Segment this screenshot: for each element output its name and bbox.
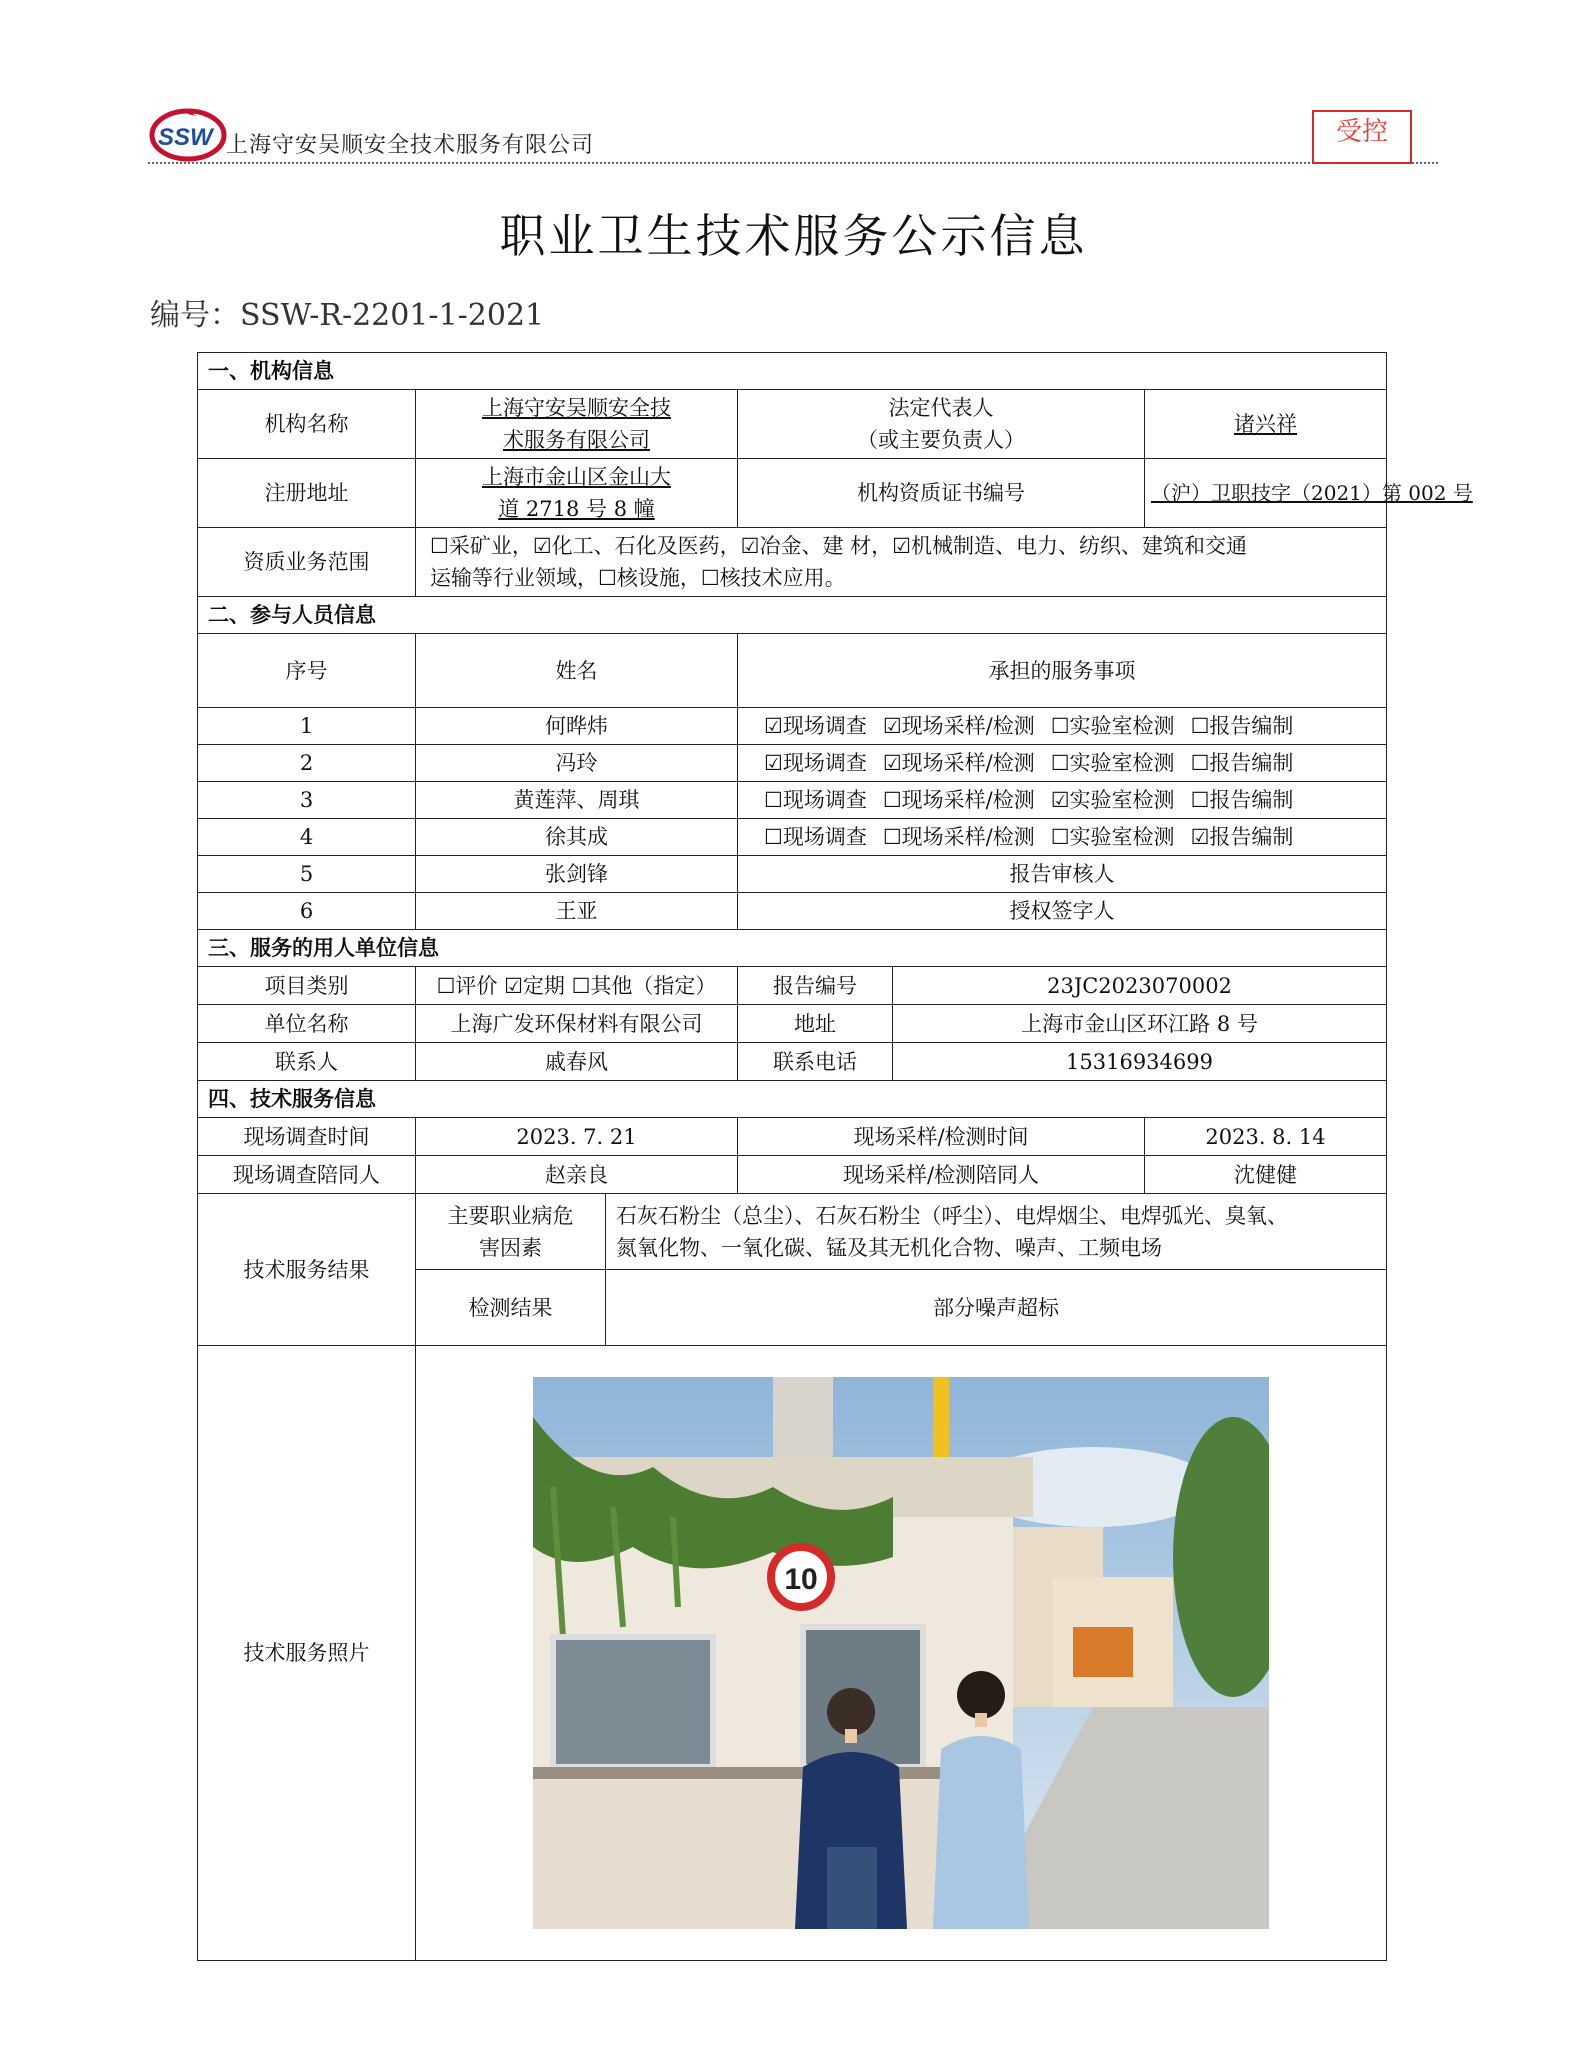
person-name: 王亚 xyxy=(416,893,738,930)
contact-label: 联系人 xyxy=(198,1043,416,1081)
person-name: 张剑锋 xyxy=(416,856,738,893)
scope-label: 资质业务范围 xyxy=(198,528,416,597)
photo-label: 技术服务照片 xyxy=(198,1346,416,1961)
section3-title: 三、服务的用人单位信息 xyxy=(198,930,1387,967)
person-index: 6 xyxy=(198,893,416,930)
org-name-line2: 术服务有限公司 xyxy=(503,428,650,452)
phone-label: 联系电话 xyxy=(738,1043,893,1081)
person-name: 冯玲 xyxy=(416,745,738,782)
sampling-escort-label: 现场采样/检测陪同人 xyxy=(738,1156,1145,1194)
person-name: 黄莲萍、周琪 xyxy=(416,782,738,819)
company-name: 上海守安吴顺安全技术服务有限公司 xyxy=(226,133,595,158)
col-service-header: 承担的服务事项 xyxy=(738,634,1387,708)
service-lab: ☐实验室检测 xyxy=(1050,751,1175,775)
person-index: 5 xyxy=(198,856,416,893)
col-index-header: 序号 xyxy=(198,634,416,708)
org-name-label: 机构名称 xyxy=(198,390,416,459)
person-services xyxy=(738,819,1387,856)
person-index: 1 xyxy=(198,708,416,745)
section4-title: 四、技术服务信息 xyxy=(198,1081,1387,1118)
service-sampling: ☐现场采样/检测 xyxy=(882,788,1035,812)
person-services xyxy=(738,708,1387,745)
person-role: 报告审核人 xyxy=(738,856,1387,893)
person-services xyxy=(738,745,1387,782)
service-sampling: ☑现场采样/检测 xyxy=(882,714,1035,738)
service-report: ☐报告编制 xyxy=(1190,714,1294,738)
header-divider xyxy=(148,162,1438,164)
service-survey: ☐现场调查 xyxy=(764,825,867,849)
service-lab: ☐实验室检测 xyxy=(1050,825,1175,849)
person-role: 授权签字人 xyxy=(738,893,1387,930)
service-survey: ☑现场调查 xyxy=(764,751,867,775)
report-no-label: 报告编号 xyxy=(738,967,893,1005)
person-index: 3 xyxy=(198,782,416,819)
hazard-line1: 石灰石粉尘（总尘）、石灰石粉尘（呼尘）、电焊烟尘、电焊弧光、臭氧、 xyxy=(616,1203,1288,1228)
hazard-label xyxy=(416,1194,606,1270)
legal-rep-line2: （或主要负责人） xyxy=(857,428,1025,452)
document-number: 编号：SSW-R-2201-1-2021 xyxy=(150,298,545,333)
address-value xyxy=(416,459,738,528)
survey-escort-label: 现场调查陪同人 xyxy=(198,1156,416,1194)
legal-rep-label xyxy=(738,390,1145,459)
ssw-logo xyxy=(148,104,228,162)
disclosure-table xyxy=(197,352,1473,1961)
service-sampling: ☑现场采样/检测 xyxy=(882,751,1035,775)
page-header xyxy=(148,98,1438,164)
person-name: 何晔炜 xyxy=(416,708,738,745)
org-name-line1: 上海守安吴顺安全技 xyxy=(482,396,671,420)
unit-address-label: 地址 xyxy=(738,1005,893,1043)
person-services xyxy=(738,782,1387,819)
project-type-label: 项目类别 xyxy=(198,967,416,1005)
project-type-value: ☐评价 ☑定期 ☐其他（指定） xyxy=(416,967,738,1005)
survey-time-value: 2023. 7. 21 xyxy=(416,1118,738,1156)
detect-label: 检测结果 xyxy=(416,1270,606,1346)
phone-value: 15316934699 xyxy=(893,1043,1387,1081)
address-line1: 上海市金山区金山大 xyxy=(482,465,671,489)
service-report: ☐报告编制 xyxy=(1190,788,1294,812)
service-survey: ☐现场调查 xyxy=(764,788,867,812)
controlled-stamp: 受控 xyxy=(1312,110,1412,164)
sampling-escort-value: 沈健健 xyxy=(1145,1156,1387,1194)
detect-value: 部分噪声超标 xyxy=(606,1270,1387,1346)
org-name-value xyxy=(416,390,738,459)
sampling-time-value: 2023. 8. 14 xyxy=(1145,1118,1387,1156)
hazard-value xyxy=(606,1194,1387,1270)
service-lab: ☑实验室检测 xyxy=(1050,788,1175,812)
unit-address-value: 上海市金山区环江路 8 号 xyxy=(893,1005,1387,1043)
contact-value: 戚春风 xyxy=(416,1043,738,1081)
address-label: 注册地址 xyxy=(198,459,416,528)
service-sampling: ☐现场采样/检测 xyxy=(882,825,1035,849)
service-site-photo xyxy=(533,1377,1269,1929)
service-survey: ☑现场调查 xyxy=(764,714,867,738)
service-report: ☑报告编制 xyxy=(1190,825,1294,849)
hazard-label-line1: 主要职业病危 xyxy=(447,1203,574,1228)
result-label: 技术服务结果 xyxy=(198,1194,416,1346)
survey-escort-value: 赵亲良 xyxy=(416,1156,738,1194)
section2-title: 二、参与人员信息 xyxy=(198,597,1387,634)
hazard-line2: 氮氧化物、一氧化碳、锰及其无机化合物、噪声、工频电场 xyxy=(616,1235,1162,1260)
person-index: 2 xyxy=(198,745,416,782)
address-line2: 道 2718 号 8 幢 xyxy=(498,497,655,521)
scope-line1: ☐采矿业，☑化工、石化及医药，☑冶金、建 材，☑机械制造、电力、纺织、建筑和交通 xyxy=(430,534,1247,558)
photo-cell xyxy=(416,1346,1387,1961)
person-index: 4 xyxy=(198,819,416,856)
report-no-value: 23JC2023070002 xyxy=(893,967,1387,1005)
survey-time-label: 现场调查时间 xyxy=(198,1118,416,1156)
service-report: ☐报告编制 xyxy=(1190,751,1294,775)
person-name: 徐其成 xyxy=(416,819,738,856)
logo-text: SSW xyxy=(158,124,213,151)
sampling-time-label: 现场采样/检测时间 xyxy=(738,1118,1145,1156)
scope-value xyxy=(416,528,1387,597)
legal-rep-line1: 法定代表人 xyxy=(888,396,994,420)
speed-limit-text: 10 xyxy=(784,1563,818,1596)
legal-rep-value: 诸兴祥 xyxy=(1145,390,1387,459)
service-lab: ☐实验室检测 xyxy=(1050,714,1175,738)
cert-label: 机构资质证书编号 xyxy=(738,459,1145,528)
hazard-label-line2: 害因素 xyxy=(479,1235,542,1260)
col-name-header: 姓名 xyxy=(416,634,738,708)
scope-line2: 运输等行业领域，☐核设施，☐核技术应用。 xyxy=(430,566,846,590)
section1-title: 一、机构信息 xyxy=(198,353,1387,390)
unit-name-label: 单位名称 xyxy=(198,1005,416,1043)
cert-value: （沪）卫职技字（2021）第 002 号 xyxy=(1145,459,1387,528)
page-title: 职业卫生技术服务公示信息 xyxy=(499,209,1088,263)
unit-name-value: 上海广发环保材料有限公司 xyxy=(416,1005,738,1043)
